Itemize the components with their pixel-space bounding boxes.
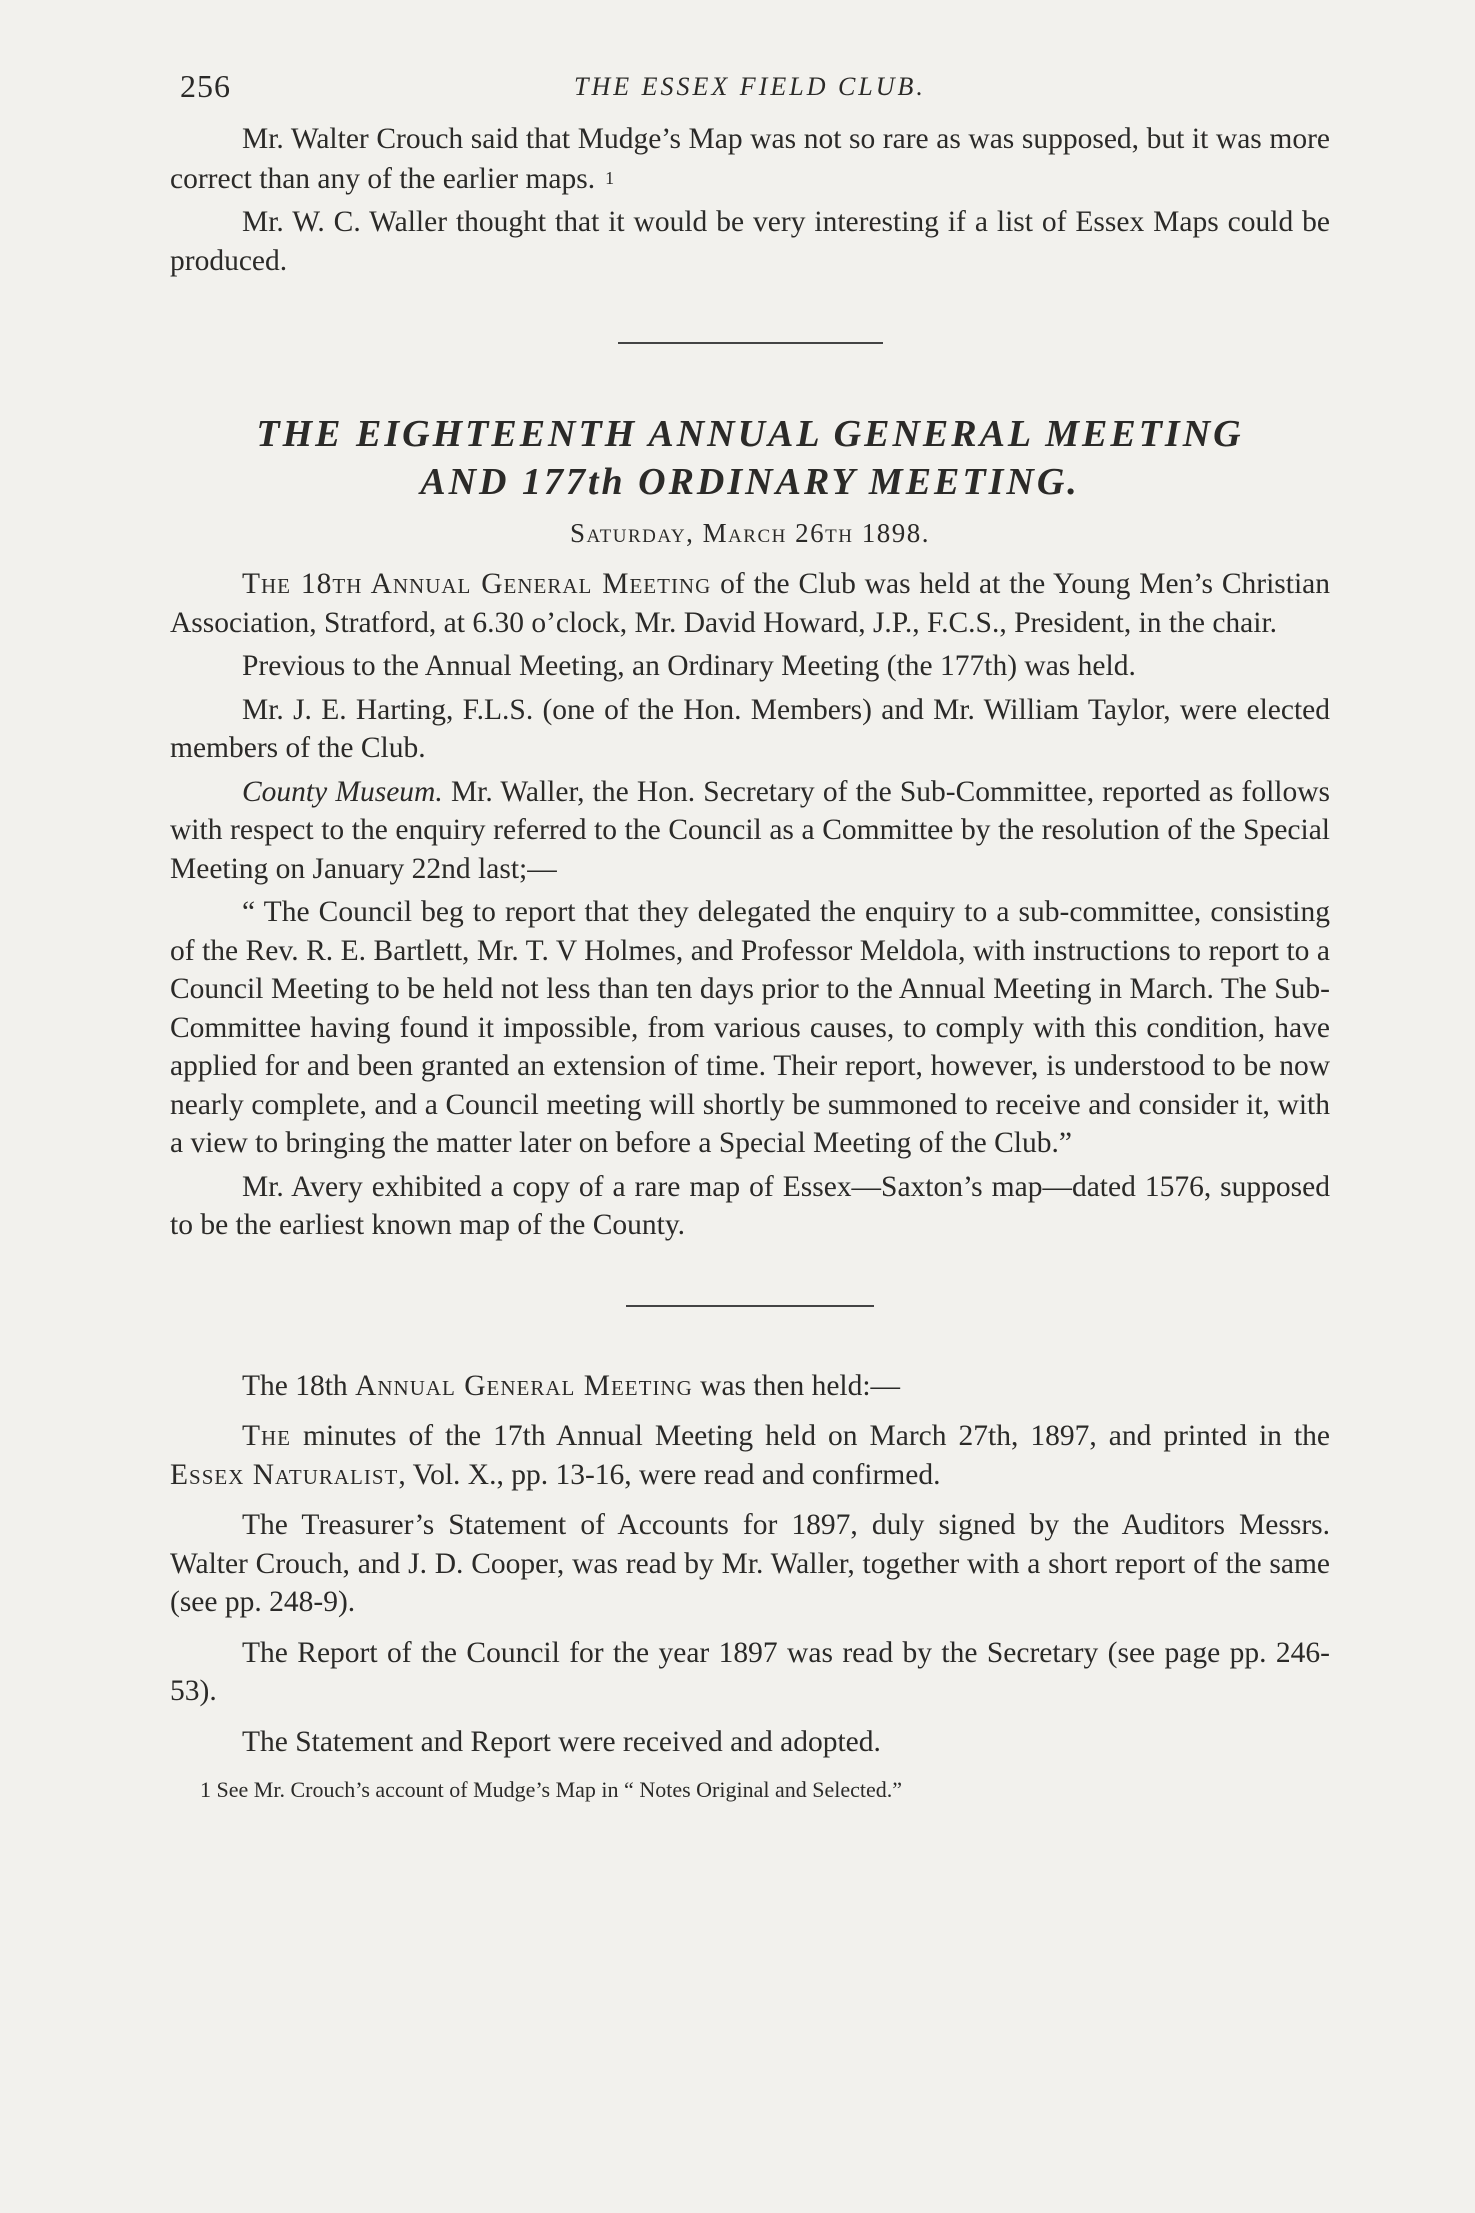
meeting-paragraph-4 [170, 773, 1330, 889]
meeting-lead: The 18th Annual General Meeting [242, 568, 712, 600]
meeting-paragraph-4-text: Mr. Waller, the Hon. Secretary of the Sub-Committee, reported as follows with respect to the enquiry referred to the Council as a Committee by the resolution of the Special Meeting on January 22nd last;— [170, 775, 1331, 885]
council-report-quote: “ The Council beg to report that they delegated the enquiry to a sub-committee, consisting of the Rev. R. E. Bartlett, Mr. T. V Holmes, and Professor Meldola, with instructions to report to a Council Meeting to be held not less than ten days prior to the Annual Meeting in March. The Sub-Committee having found it impossible, from various causes, to comply with this condition, have applied for and been granted an extension of time. Their report, however, is understood to be now nearly complete, and a Council meeting will shortly be summoned to receive and consider it, with a view to bringing the matter later on before a Special Meeting of the Club.” [170, 896, 1330, 1159]
agm-p2-b: minutes of the 17th Annual Meeting held on March 27th, 1897, and printed in the [291, 1420, 1330, 1452]
agm-p1-sc: Annual General Meeting [355, 1369, 693, 1402]
essex-naturalist-title: Essex Naturalist [170, 1458, 399, 1491]
meeting-paragraph-2: Previous to the Annual Meeting, an Ordinary Meeting (the 177th) was held. [242, 650, 1136, 682]
intro-paragraph-1-text: Mr. Walter Crouch said that Mudge’s Map was not so rare as was supposed, but it was more correct than any of the earlier maps. [170, 123, 1330, 195]
meeting-paragraph-6: Mr. Avery exhibited a copy of a rare map of Essex—Saxton’s map—dated 1576, supposed to be the earliest known map of the County. [170, 1170, 1330, 1241]
intro-paragraph-1 [170, 120, 1330, 198]
footnote: 1 See Mr. Crouch’s account of Mudge’s Map in “ Notes Original and Selected.” [200, 1777, 903, 1802]
footnote-marker: 1 [605, 167, 615, 188]
meeting-paragraph-1 [170, 565, 1330, 642]
agm-p1-a: The 18th [242, 1369, 356, 1402]
agm-paragraph-2 [170, 1417, 1330, 1494]
journal-title: THE ESSEX FIELD CLUB. [574, 72, 926, 101]
running-head [170, 60, 1330, 120]
agm-paragraph-5: The Statement and Report were received and adopted. [242, 1725, 881, 1758]
page-number: 256 [180, 68, 231, 104]
agm-paragraph-4: The Report of the Council for the year 1897 was read by the Secretary (see page pp. 246-53). [170, 1636, 1330, 1707]
section-divider [618, 342, 883, 344]
agm-paragraph-3: The Treasurer’s Statement of Accounts for 1897, duly signed by the Auditors Messrs. Walter Crouch, and J. D. Cooper, was read by Mr. Waller, together with a short report of the same (see pp. 248-9). [170, 1509, 1330, 1618]
meeting-paragraph-3: Mr. J. E. Harting, F.L.S. (one of the Hon. Members) and Mr. William Taylor, were elected members of the Club. [170, 693, 1330, 764]
agm-p2-lead: The [242, 1420, 292, 1452]
section-divider-2 [626, 1305, 874, 1307]
meeting-heading-line-2: AND 177th ORDINARY MEETING. [420, 461, 1080, 503]
meeting-paragraph-1-text: of the Club was held at the Young Men’s Christian Association, Stratford, at 6.30 o’clock, Mr. David Howard, J.P., F.C.S., President, in the chair. [170, 568, 1330, 639]
page [170, 60, 1330, 1805]
agm-p2-d: , Vol. X., pp. 13-16, were read and confirmed. [398, 1458, 941, 1491]
meeting-date: Saturday, March 26th 1898. [570, 518, 930, 548]
county-museum-label: County Museum. [242, 775, 443, 808]
agm-paragraph-1 [170, 1367, 1330, 1406]
agm-p1-c: was then held:— [692, 1369, 901, 1402]
meeting-heading-line-1: THE EIGHTEENTH ANNUAL GENERAL MEETING [256, 413, 1244, 455]
intro-paragraph-2: Mr. W. C. Waller thought that it would be very interesting if a list of Essex Maps could be produced. [170, 206, 1330, 277]
